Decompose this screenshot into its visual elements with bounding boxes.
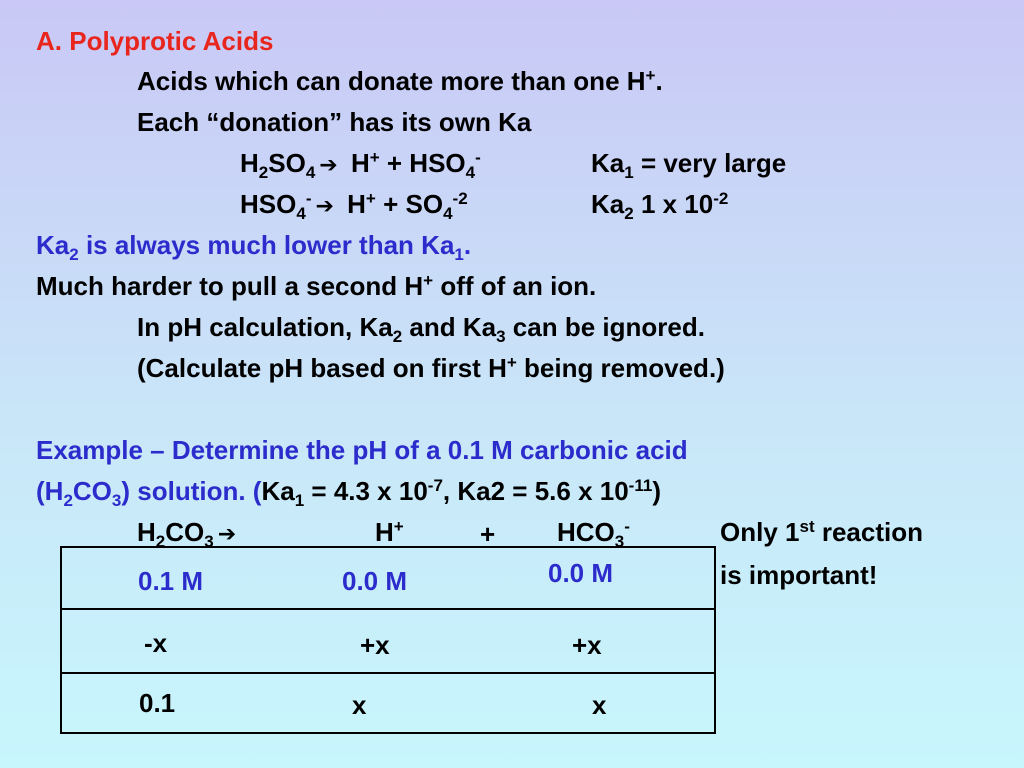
- ice-change-h: +x: [360, 630, 390, 660]
- harder-text: Much harder to pull a second H: [36, 271, 424, 301]
- reaction-2-so-sub: 4: [443, 204, 453, 223]
- side-note-line-1: [720, 517, 923, 547]
- calc-line-2: [137, 353, 725, 383]
- ka-exponent: -2: [713, 189, 729, 208]
- ice-initial-h: 0.0 M: [342, 566, 408, 596]
- ka-sub: 1: [624, 163, 634, 182]
- calc-sub-3: 3: [496, 327, 506, 346]
- intro-line-2: Each “donation” has its own Ka: [137, 107, 532, 137]
- example-sub-3: 3: [111, 491, 122, 510]
- eq-co: CO: [165, 517, 205, 547]
- reaction-1-ka: [591, 148, 787, 182]
- reaction-1-hso-sub: 4: [465, 163, 476, 182]
- example-ka2-value: , Ka2 = 5.6 x 10: [442, 476, 629, 506]
- reaction-1-so: SO: [268, 148, 306, 178]
- calc-text: In pH calculation, Ka: [137, 312, 393, 342]
- right-arrow-icon: ➔: [319, 153, 338, 178]
- eq-product-h: [375, 517, 404, 547]
- calc2-sup: +: [506, 353, 517, 372]
- harder-line: [36, 271, 596, 301]
- eq-hco-sup: -: [624, 517, 630, 536]
- reaction-2-so-sup: -2: [452, 189, 468, 208]
- example-exp-1: -7: [427, 476, 443, 495]
- example-line-1: Example – Determine the pH of a 0.1 M carbonic acid: [36, 435, 688, 465]
- reaction-1-h-sub: 2: [258, 163, 269, 182]
- ice-initial-hco: 0.0 M: [548, 558, 614, 588]
- intro-line-1-end: .: [655, 66, 663, 96]
- reaction-2-hso: HSO: [240, 189, 297, 219]
- note-period: .: [463, 230, 472, 260]
- eq-h-sub: 2: [155, 532, 166, 551]
- table-divider: [62, 672, 714, 674]
- harder-sup: +: [423, 271, 434, 290]
- calc-text-end: can be ignored.: [505, 312, 705, 342]
- eq-product-h-text: H: [375, 517, 394, 547]
- eq-plus: +: [480, 519, 496, 549]
- reaction-1-product-sup: +: [369, 148, 380, 167]
- reaction-1-hso: + HSO: [379, 148, 466, 178]
- ka-label: Ka: [591, 189, 625, 219]
- intro-line-1-text: Acids which can donate more than one H: [137, 66, 646, 96]
- eq-h: H: [137, 517, 156, 547]
- reaction-2-hso-sup: -: [305, 189, 312, 208]
- side-note-text: Only 1: [720, 517, 800, 547]
- note-ka-sub: 2: [69, 245, 79, 264]
- eq-product-hco: [557, 517, 630, 551]
- calc2-text: (Calculate pH based on first H: [137, 353, 507, 383]
- reaction-1-hso-sup: -: [475, 148, 481, 167]
- ice-equilibrium-reactant: 0.1: [139, 688, 176, 718]
- reaction-2-ka: [591, 189, 729, 223]
- reaction-2-product-sup: +: [365, 189, 376, 208]
- reaction-1: [240, 148, 481, 181]
- reaction-1-product-h: H: [343, 148, 370, 178]
- example-sub-2: 2: [63, 491, 73, 510]
- reaction-2-product-h: H: [339, 189, 366, 219]
- calc-text-mid: and Ka: [402, 312, 497, 342]
- calc2-text-end: being removed.): [516, 353, 725, 383]
- example-paren: (H: [36, 476, 64, 506]
- ice-change-reactant: -x: [144, 628, 168, 658]
- example-close-paren: ): [652, 476, 661, 506]
- ka-value: = very large: [633, 148, 787, 178]
- ice-equilibrium-hco: x: [592, 690, 607, 720]
- reaction-1-so-sub: 4: [305, 163, 316, 182]
- reaction-2-so: + SO: [375, 189, 444, 219]
- ka-label: Ka: [591, 148, 625, 178]
- eq-hco-text: HCO: [557, 517, 615, 547]
- right-arrow-icon: ➔: [217, 522, 237, 547]
- example-exp-2: -11: [628, 476, 653, 495]
- reaction-2-hso-sub: 4: [296, 204, 306, 223]
- side-note-sup: st: [799, 517, 815, 536]
- calc-line: [137, 312, 705, 346]
- calc-sub-2: 2: [392, 327, 403, 346]
- example-ka-sub: 1: [294, 491, 305, 510]
- example-solution: ) solution. (: [121, 476, 262, 506]
- note-ka: Ka: [36, 230, 70, 260]
- reaction-1-h: H: [240, 148, 259, 178]
- slide-title: A. Polyprotic Acids: [36, 26, 274, 56]
- note-text: is always much lower than Ka: [78, 230, 455, 260]
- ka-comparison-note: [36, 230, 472, 264]
- reaction-2: [240, 189, 468, 222]
- h-plus-sup: +: [645, 66, 656, 85]
- side-note-line-2: is important!: [720, 560, 878, 590]
- eq-co-sub: 3: [204, 532, 214, 551]
- eq-hco-sub: 3: [614, 532, 625, 551]
- example-line-2: [36, 476, 661, 510]
- harder-text-end: off of an ion.: [433, 271, 597, 301]
- right-arrow-icon: ➔: [315, 194, 334, 219]
- ice-change-hco: +x: [572, 630, 602, 660]
- ice-initial-reactant: 0.1 M: [138, 566, 204, 596]
- ka-sub: 2: [624, 204, 634, 223]
- table-divider: [62, 608, 714, 610]
- ice-table: [60, 546, 716, 734]
- example-co: CO: [72, 476, 112, 506]
- example-ka: Ka: [261, 476, 295, 506]
- example-ka1-value: = 4.3 x 10: [304, 476, 428, 506]
- side-note-reaction: reaction: [814, 517, 923, 547]
- eq-product-h-sup: +: [393, 517, 404, 536]
- ice-equilibrium-h: x: [352, 690, 367, 720]
- intro-line-1: [137, 66, 663, 96]
- ka-value: 1 x 10: [633, 189, 714, 219]
- note-ka1-sub: 1: [454, 245, 464, 264]
